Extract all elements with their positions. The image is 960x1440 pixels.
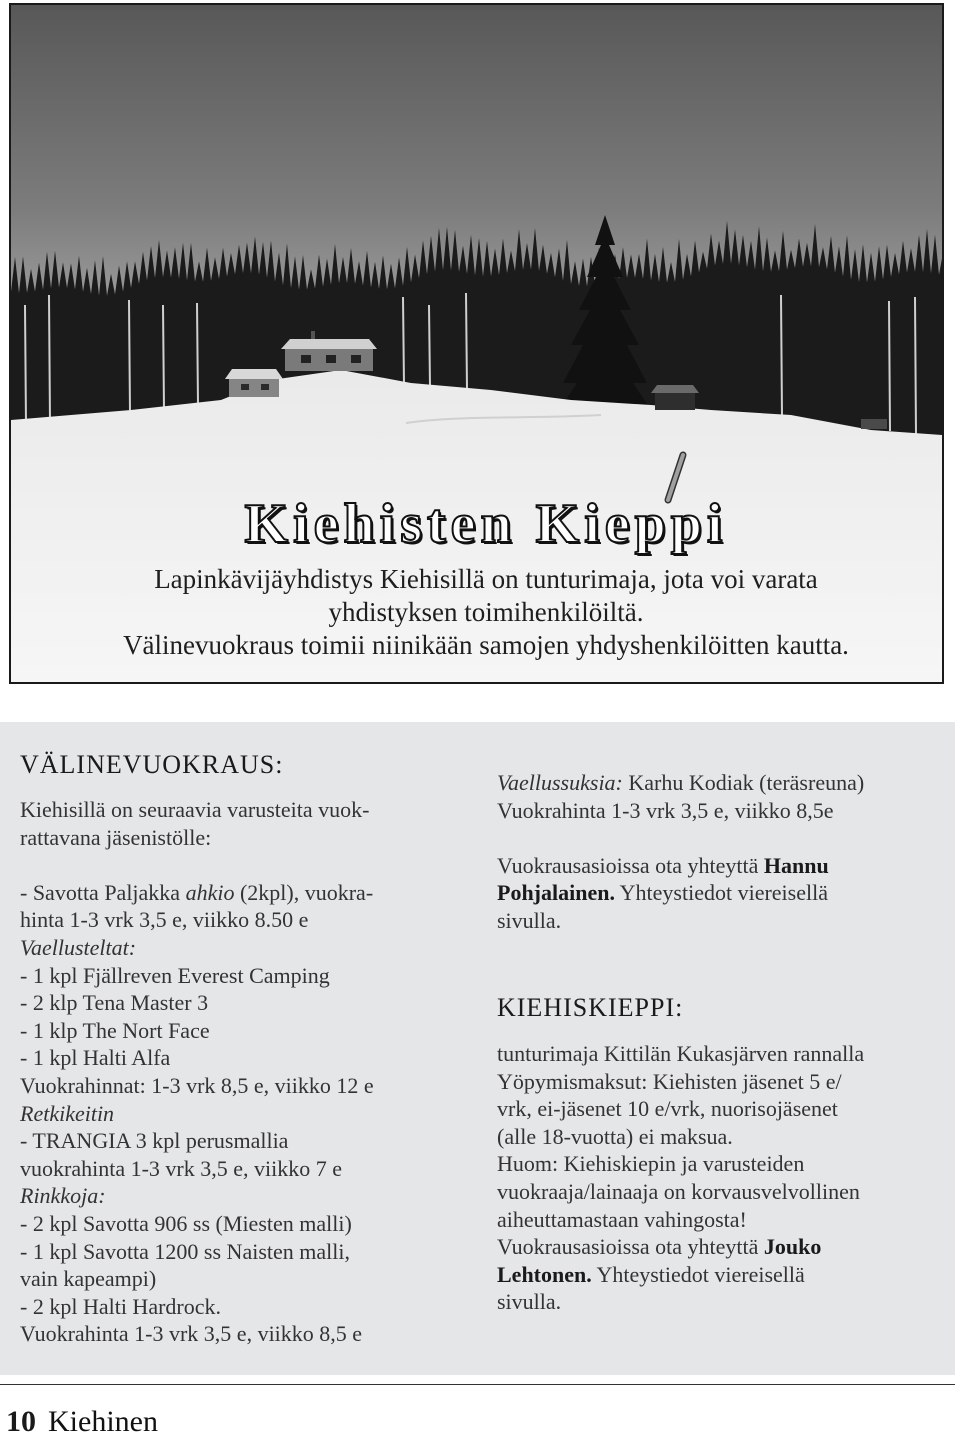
birch-trunk [197,303,198,405]
stoves-label [20,1100,374,1128]
cabin-window [241,384,249,390]
cabin-line: Yöpymismaksut: Kiehisten jäsenet 5 e/ [497,1068,842,1094]
birch-trunk [403,297,404,385]
small-cabin [225,369,283,397]
page-footer [6,1406,158,1438]
sled-suffix: (2kpl), vuokra- [239,879,374,905]
contact-text: Vuokrausasioissa ota yhteyttä [497,852,759,878]
birch-trunk [466,293,467,390]
contact-last-name: Pohjalainen. [497,880,615,906]
backpack-item: - 2 kpl Halti Hardrock. [20,1293,221,1319]
far-shed [861,419,887,429]
tents-label [20,934,374,962]
rental-intro-line: rattavana jäsenistölle: [20,824,212,850]
cabin-contact-first-name: Jouko [763,1234,822,1260]
backpack-item: - 1 kpl Savotta 1200 ss Naisten malli, [20,1238,350,1264]
birch-trunk [129,300,130,413]
rental-intro-line: Kiehisillä on seuraavia varusteita vuok- [20,797,370,822]
contact-info: Yhteystiedot viereisellä [619,880,828,906]
spacer [20,851,374,879]
shed-roof [651,385,699,393]
skis-and-contact [497,769,864,935]
dark-shed [651,385,699,410]
cabin-contact-info-end: sivulla. [497,1289,562,1315]
skis-model: Karhu Kodiak (teräsreuna) [628,770,865,795]
birch-trunk [781,295,782,417]
spacer [497,824,864,852]
cabin-contact-line [497,1233,864,1261]
cabin-contact-last-name: Lehtonen. [497,1261,592,1287]
birch-trunk [429,305,430,387]
equipment-rental-list [20,796,374,1348]
backpacks-label-text: Rinkkoja: [20,1183,106,1209]
cabin-details [497,1040,864,1316]
birch-trunk [163,305,164,410]
equipment-rental-heading: VÄLINEVUOKRAUS: [20,750,284,779]
cabin-line: aiheuttamastaan vahingosta! [497,1206,747,1232]
sled-price: hinta 1-3 vrk 3,5 e, viikko 8.50 e [20,907,309,933]
cabin-window [326,355,336,363]
cabin-window [261,384,269,390]
tent-item: - 2 klp Tena Master 3 [20,990,209,1016]
birch-trunk [915,297,916,435]
cabin-contact-line [497,1261,864,1289]
cabin-window [351,355,361,363]
shed-wall [655,393,695,410]
stoves-label-text: Retkikeitin [20,1100,115,1126]
chimney [311,331,315,340]
cabin-line: vuokraaja/lainaaja on korvausvelvollinen [497,1178,860,1204]
tents-price: Vuokrahinnat: 1-3 vrk 8,5 e, viikko 12 e [20,1072,374,1098]
cabin-window [301,355,311,363]
cabin-wall [229,379,279,397]
cabin-line: vrk, ei-jäsenet 10 e/vrk, nuorisojäsenet [497,1096,838,1122]
cabin-contact-info: Yhteystiedot viereisellä [596,1261,805,1287]
tent-item: - 1 klp The Nort Face [20,1017,210,1043]
publication-name: Kiehinen [48,1405,158,1438]
backpack-item: - 2 kpl Savotta 906 ss (Miesten malli) [20,1210,352,1236]
intro-text [20,563,952,662]
contact-info-end: sivulla. [497,907,562,933]
cabin-line: (alle 18-vuotta) ei maksua. [497,1123,733,1149]
stoves-price: vuokrahinta 1-3 vrk 3,5 e, viikko 7 e [20,1155,342,1181]
intro-line: Lapinkävijäyhdistys Kiehisillä on tunturimaja, jota voi varata [154,564,818,594]
skis-label: Vaellussuksia: [497,770,623,795]
cabin-roof [225,369,283,379]
birch-trunk [49,295,50,423]
sled-line [20,879,374,907]
skis-line [497,769,864,797]
birch-trunk [25,305,26,425]
tent-item: - 1 kpl Halti Alfa [20,1045,171,1071]
stove-item: - TRANGIA 3 kpl perusmallia [20,1128,289,1154]
contact-line [497,879,864,907]
intro-line: yhdistyksen toimihenkilöiltä. [328,597,644,627]
backpack-item: vain kapeampi) [20,1266,157,1292]
contact-line [497,852,864,880]
contact-first-name: Hannu [763,852,829,878]
tents-label-text: Vaellusteltat: [20,934,137,960]
intro-line: Välinevuokraus toimii niinikään samojen yhdyshenkilöitten kautta. [123,630,849,660]
page-number: 10 [6,1405,36,1438]
footer-rule [0,1384,955,1385]
cabin-roof [281,339,377,349]
skis-price: Vuokrahinta 1-3 vrk 3,5 e, viikko 8,5e [497,797,834,823]
sled-prefix: - Savotta Paljakka [20,879,181,905]
tent-item: - 1 kpl Fjällreven Everest Camping [20,962,330,988]
sled-item: ahkio [185,879,235,905]
cabin-contact-text: Vuokrausasioissa ota yhteyttä [497,1234,759,1260]
backpacks-label [20,1182,374,1210]
cabin-line: tunturimaja Kittilän Kukasjärven rannalla [497,1041,865,1066]
page-title: Kiehisten Kieppi [244,493,728,555]
backpacks-price: Vuokrahinta 1-3 vrk 3,5 e, viikko 8,5 e [20,1321,363,1347]
birch-trunk [889,301,890,431]
cabin-line: Huom: Kiehiskiepin ja varusteiden [497,1151,805,1177]
cabin-heading: KIEHISKIEPPI: [497,993,684,1022]
